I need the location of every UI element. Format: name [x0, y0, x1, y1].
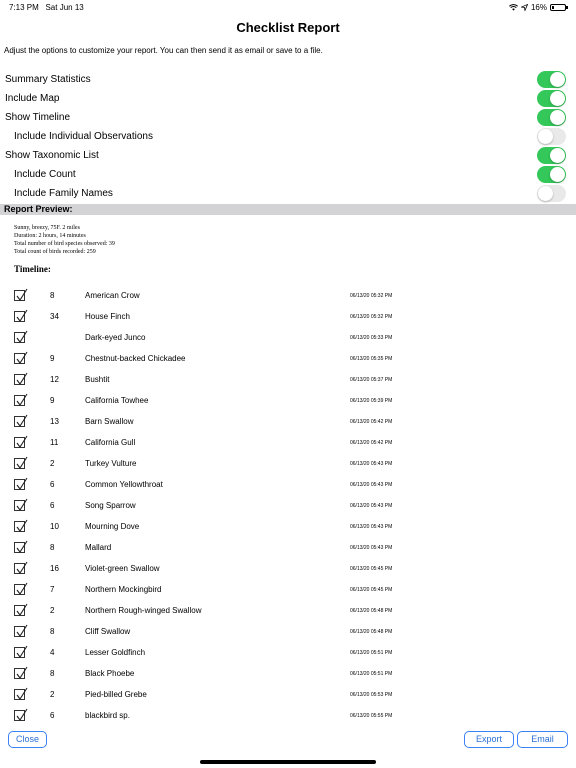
option-label: Show Timeline: [5, 112, 71, 123]
observation-species: Common Yellowthroat: [85, 480, 163, 489]
observation-row: [0, 498, 576, 519]
checkbox-checked-icon: [14, 479, 25, 490]
option-label: Include Count: [14, 169, 76, 180]
observation-time: 06/13/20 05:42 PM: [350, 419, 393, 425]
observation-time: 06/13/20 05:48 PM: [350, 608, 393, 614]
battery-level: [552, 6, 554, 9]
observation-species: Chestnut-backed Chickadee: [85, 354, 186, 363]
observation-count: 10: [50, 522, 59, 531]
observation-list: [0, 288, 576, 721]
observation-row: [0, 540, 576, 561]
summary-line: Total count of birds recorded: 259: [14, 249, 96, 255]
include-family-names-toggle[interactable]: [537, 185, 566, 202]
location-arrow-icon: [521, 4, 528, 11]
observation-count: 34: [50, 312, 59, 321]
observation-time: 06/13/20 05:43 PM: [350, 482, 393, 488]
option-label: Show Taxonomic List: [5, 150, 99, 161]
observation-row: [0, 372, 576, 393]
observation-count: 6: [50, 480, 55, 489]
toggle-knob: [550, 148, 565, 163]
option-label: Include Map: [5, 93, 60, 104]
status-time: 7:13 PM Sat Jun 13: [9, 3, 84, 12]
observation-species: Northern Mockingbird: [85, 585, 162, 594]
checkbox-checked-icon: [14, 626, 25, 637]
observation-row: [0, 645, 576, 666]
toggle-knob: [538, 129, 553, 144]
option-label: Include Individual Observations: [14, 131, 153, 142]
observation-time: 06/13/20 05:42 PM: [350, 440, 393, 446]
observation-row: [0, 603, 576, 624]
observation-count: 16: [50, 564, 59, 573]
observation-time: 06/13/20 05:37 PM: [350, 377, 393, 383]
observation-row: [0, 561, 576, 582]
export-button[interactable]: Export: [464, 731, 514, 748]
checkbox-checked-icon: [14, 311, 25, 322]
report-summary: [14, 224, 115, 256]
include-map-toggle[interactable]: [537, 90, 566, 107]
include-individual-observations-toggle[interactable]: [537, 128, 566, 145]
observation-count: 8: [50, 543, 55, 552]
observation-row: [0, 393, 576, 414]
checkbox-checked-icon: [14, 500, 25, 511]
observation-time: 06/13/20 05:45 PM: [350, 566, 393, 572]
observation-count: 6: [50, 711, 55, 720]
observation-time: 06/13/20 05:51 PM: [350, 650, 393, 656]
observation-species: California Gull: [85, 438, 136, 447]
observation-time: 06/13/20 05:45 PM: [350, 587, 393, 593]
observation-time: 06/13/20 05:53 PM: [350, 692, 393, 698]
observation-species: California Towhee: [85, 396, 149, 405]
observation-row: [0, 582, 576, 603]
observation-species: blackbird sp.: [85, 711, 130, 720]
checkbox-checked-icon: [14, 290, 25, 301]
observation-count: 2: [50, 459, 55, 468]
observation-time: 06/13/20 05:51 PM: [350, 671, 393, 677]
observation-row: [0, 330, 576, 351]
observation-row: [0, 687, 576, 708]
observation-count: 4: [50, 648, 55, 657]
show-taxonomic-list-toggle[interactable]: [537, 147, 566, 164]
status-bar: [0, 0, 576, 14]
toggle-knob: [550, 72, 565, 87]
observation-species: Dark-eyed Junco: [85, 333, 146, 342]
toggle-knob: [550, 167, 565, 182]
observation-time: 06/13/20 05:39 PM: [350, 398, 393, 404]
observation-row: [0, 456, 576, 477]
checkbox-checked-icon: [14, 542, 25, 553]
observation-time: 06/13/20 05:43 PM: [350, 461, 393, 467]
checkbox-checked-icon: [14, 710, 25, 721]
toggle-knob: [538, 186, 553, 201]
observation-count: 7: [50, 585, 55, 594]
observation-count: 2: [50, 690, 55, 699]
observation-row: [0, 414, 576, 435]
observation-row: [0, 708, 576, 721]
timeline-heading: Timeline:: [14, 264, 51, 274]
checkbox-checked-icon: [14, 605, 25, 616]
battery-percent: 16%: [530, 3, 547, 12]
option-show-taxonomic-list: [0, 146, 576, 165]
observation-row: [0, 288, 576, 309]
observation-time: 06/13/20 05:33 PM: [350, 335, 393, 341]
observation-time: 06/13/20 05:55 PM: [350, 713, 393, 719]
status-date: Sat Jun 13: [45, 3, 84, 12]
instructions-text: Adjust the options to customize your report. You can then send it as email or save to a file.: [4, 46, 323, 55]
observation-row: [0, 309, 576, 330]
toggle-knob: [550, 110, 565, 125]
include-count-toggle[interactable]: [537, 166, 566, 183]
checkbox-checked-icon: [14, 458, 25, 469]
checkbox-checked-icon: [14, 584, 25, 595]
observation-count: 8: [50, 627, 55, 636]
option-summary-statistics: [0, 70, 576, 89]
checkbox-checked-icon: [14, 563, 25, 574]
page-title: Checklist Report: [236, 20, 340, 35]
status-indicators: [509, 3, 566, 12]
show-timeline-toggle[interactable]: [537, 109, 566, 126]
observation-time: 06/13/20 05:43 PM: [350, 503, 393, 509]
option-include-family-names: [0, 184, 576, 203]
observation-count: 9: [50, 396, 55, 405]
checkbox-checked-icon: [14, 416, 25, 427]
close-button[interactable]: Close: [8, 731, 47, 748]
observation-time: 06/13/20 05:43 PM: [350, 524, 393, 530]
observation-row: [0, 666, 576, 687]
observation-row: [0, 435, 576, 456]
observation-row: [0, 519, 576, 540]
observation-time: 06/13/20 05:48 PM: [350, 629, 393, 635]
option-label: Summary Statistics: [5, 74, 91, 85]
observation-time: 06/13/20 05:32 PM: [350, 314, 393, 320]
checkbox-checked-icon: [14, 332, 25, 343]
observation-species: House Finch: [85, 312, 130, 321]
observation-species: Bushtit: [85, 375, 110, 384]
checkbox-checked-icon: [14, 647, 25, 658]
observation-count: 9: [50, 354, 55, 363]
checkbox-checked-icon: [14, 353, 25, 364]
observation-row: [0, 624, 576, 645]
observation-count: 8: [50, 669, 55, 678]
observation-species: American Crow: [85, 291, 140, 300]
observation-time: 06/13/20 05:35 PM: [350, 356, 393, 362]
option-include-map: [0, 89, 576, 108]
observation-count: 12: [50, 375, 59, 384]
checkbox-checked-icon: [14, 395, 25, 406]
wifi-icon: [509, 4, 518, 11]
summary-line: Total number of bird species observed: 39: [14, 241, 115, 247]
observation-species: Turkey Vulture: [85, 459, 137, 468]
report-preview[interactable]: [0, 215, 576, 721]
observation-time: 06/13/20 05:43 PM: [350, 545, 393, 551]
observation-count: 2: [50, 606, 55, 615]
checkbox-checked-icon: [14, 521, 25, 532]
observation-species: Pied-billed Grebe: [85, 690, 147, 699]
observation-count: 13: [50, 417, 59, 426]
report-preview-header: Report Preview:: [0, 204, 576, 215]
observation-species: Northern Rough-winged Swallow: [85, 606, 202, 615]
toggle-knob: [550, 91, 565, 106]
battery-icon: [550, 4, 566, 11]
checkbox-checked-icon: [14, 689, 25, 700]
summary-line: Sunny, breezy, 75F. 2 miles: [14, 225, 80, 231]
option-show-timeline: [0, 108, 576, 127]
observation-row: [0, 351, 576, 372]
observation-row: [0, 477, 576, 498]
option-include-count: [0, 165, 576, 184]
option-label: Include Family Names: [14, 188, 113, 199]
observation-species: Mallard: [85, 543, 112, 552]
checkbox-checked-icon: [14, 374, 25, 385]
observation-species: Violet-green Swallow: [85, 564, 160, 573]
checkbox-checked-icon: [14, 668, 25, 679]
observation-species: Black Phoebe: [85, 669, 135, 678]
observation-species: Song Sparrow: [85, 501, 136, 510]
checkbox-checked-icon: [14, 437, 25, 448]
email-button[interactable]: Email: [517, 731, 568, 748]
home-indicator[interactable]: [200, 760, 376, 764]
summary-line: Duration: 2 hours, 14 minutes: [14, 233, 86, 239]
observation-count: 11: [50, 438, 59, 447]
observation-species: Mourning Dove: [85, 522, 140, 531]
observation-species: Cliff Swallow: [85, 627, 131, 636]
observation-species: Lesser Goldfinch: [85, 648, 146, 657]
observation-count: 8: [50, 291, 55, 300]
observation-count: 6: [50, 501, 55, 510]
observation-time: 06/13/20 05:32 PM: [350, 293, 393, 299]
observation-species: Barn Swallow: [85, 417, 134, 426]
summary-statistics-toggle[interactable]: [537, 71, 566, 88]
option-include-individual-observations: [0, 127, 576, 146]
